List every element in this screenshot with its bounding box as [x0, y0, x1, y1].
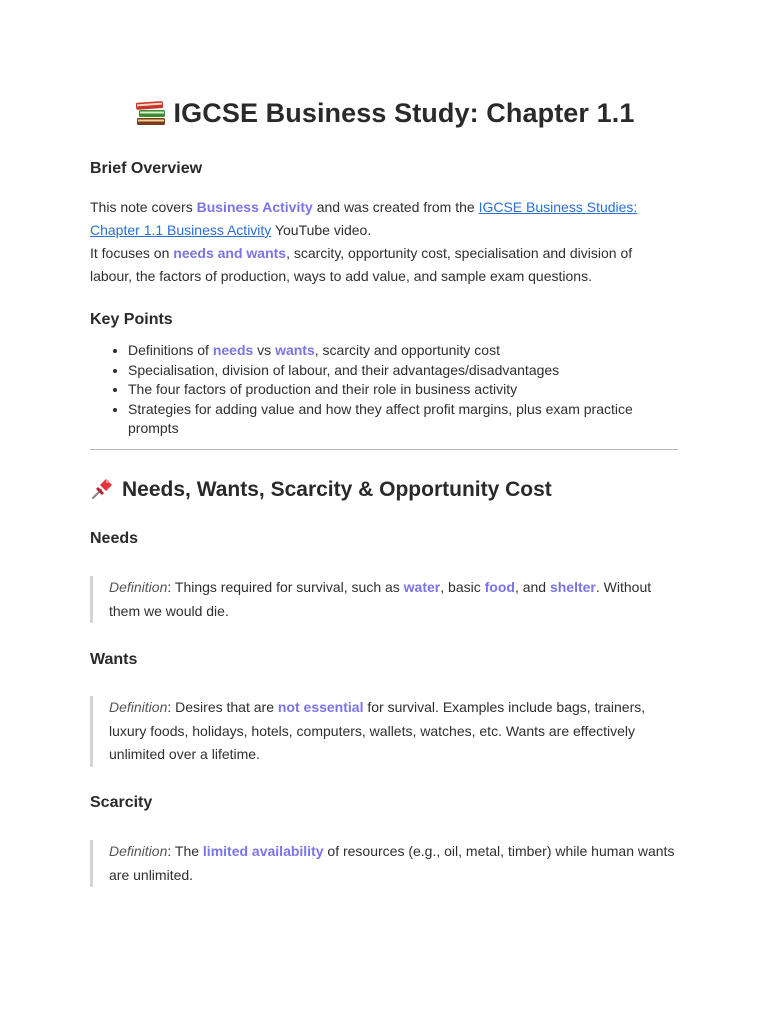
key-points-heading: Key Points	[90, 311, 173, 328]
list-item	[128, 341, 648, 361]
books-emoji-icon	[134, 96, 168, 128]
key-points-list	[90, 341, 648, 439]
definition-text: : Things required for survival, such as	[167, 579, 404, 595]
list-item: • The four factors of production and their role in business activity	[128, 380, 648, 400]
definition-text: : Desires that are	[167, 699, 278, 715]
overview-heading: Brief Overview	[90, 160, 203, 177]
definition-label: Definition	[109, 579, 168, 595]
highlight-food: food	[484, 579, 515, 595]
definition-text: , and	[514, 579, 550, 595]
overview-text: It focuses on	[90, 245, 174, 261]
definition-label: Definition	[109, 699, 168, 715]
list-item-text: vs	[253, 342, 276, 358]
overview-text: , scarcity, opportunity cost, specialisation and division of labour, the factors of production, ways to add value, and sample exam questions.	[90, 245, 633, 284]
needs-definition	[90, 576, 678, 623]
overview-text: YouTube video.	[271, 222, 372, 238]
highlight-shelter: shelter	[549, 579, 596, 595]
overview-text: and was created from the	[312, 199, 479, 215]
section-heading	[90, 475, 552, 502]
definition-text: of resources (e.g., oil, metal, timber) while human wants are unlimited.	[109, 843, 675, 883]
definition-text: . Without them we would die.	[109, 579, 652, 619]
list-item-text: Definitions of	[128, 342, 213, 358]
pushpin-emoji-icon	[90, 475, 116, 501]
highlight-needs: needs	[212, 342, 254, 358]
highlight-needs-and-wants: needs and wants	[173, 245, 287, 261]
section-divider	[90, 449, 678, 450]
wants-definition	[90, 696, 678, 767]
list-item: • Strategies for adding value and how they affect profit margins, plus exam practice prompts	[128, 400, 648, 439]
list-item-text: , scarcity and opportunity cost	[314, 342, 500, 358]
wants-heading: Wants	[90, 651, 138, 668]
scarcity-heading: Scarcity	[90, 794, 153, 811]
highlight-limited-availability: limited availability	[202, 843, 324, 859]
page-title	[90, 96, 678, 129]
scarcity-definition	[90, 840, 678, 887]
definition-text: : The	[167, 843, 203, 859]
highlight-wants: wants	[275, 342, 315, 358]
highlight-water: water	[403, 579, 441, 595]
list-item: • Specialisation, division of labour, and their advantages/disadvantages	[128, 361, 648, 381]
highlight-business-activity: Business Activity	[196, 199, 313, 215]
definition-text: for survival. Examples include bags, trainers, luxury foods, holidays, hotels, computers, wallets, watches, etc. Wants are effectively unlimited over a lifetime.	[109, 699, 646, 762]
overview-text: This note covers	[90, 199, 197, 215]
definition-label: Definition	[109, 843, 168, 859]
overview-paragraph	[90, 196, 678, 288]
youtube-video-link[interactable]: IGCSE Business Studies: Chapter 1.1 Business Activity	[90, 199, 638, 238]
definition-text: , basic	[440, 579, 485, 595]
section-heading-text: Needs, Wants, Scarcity & Opportunity Cost	[122, 478, 552, 501]
needs-heading: Needs	[90, 530, 139, 547]
title-text: IGCSE Business Study: Chapter 1.1	[173, 98, 635, 128]
highlight-not-essential: not essential	[277, 699, 364, 715]
